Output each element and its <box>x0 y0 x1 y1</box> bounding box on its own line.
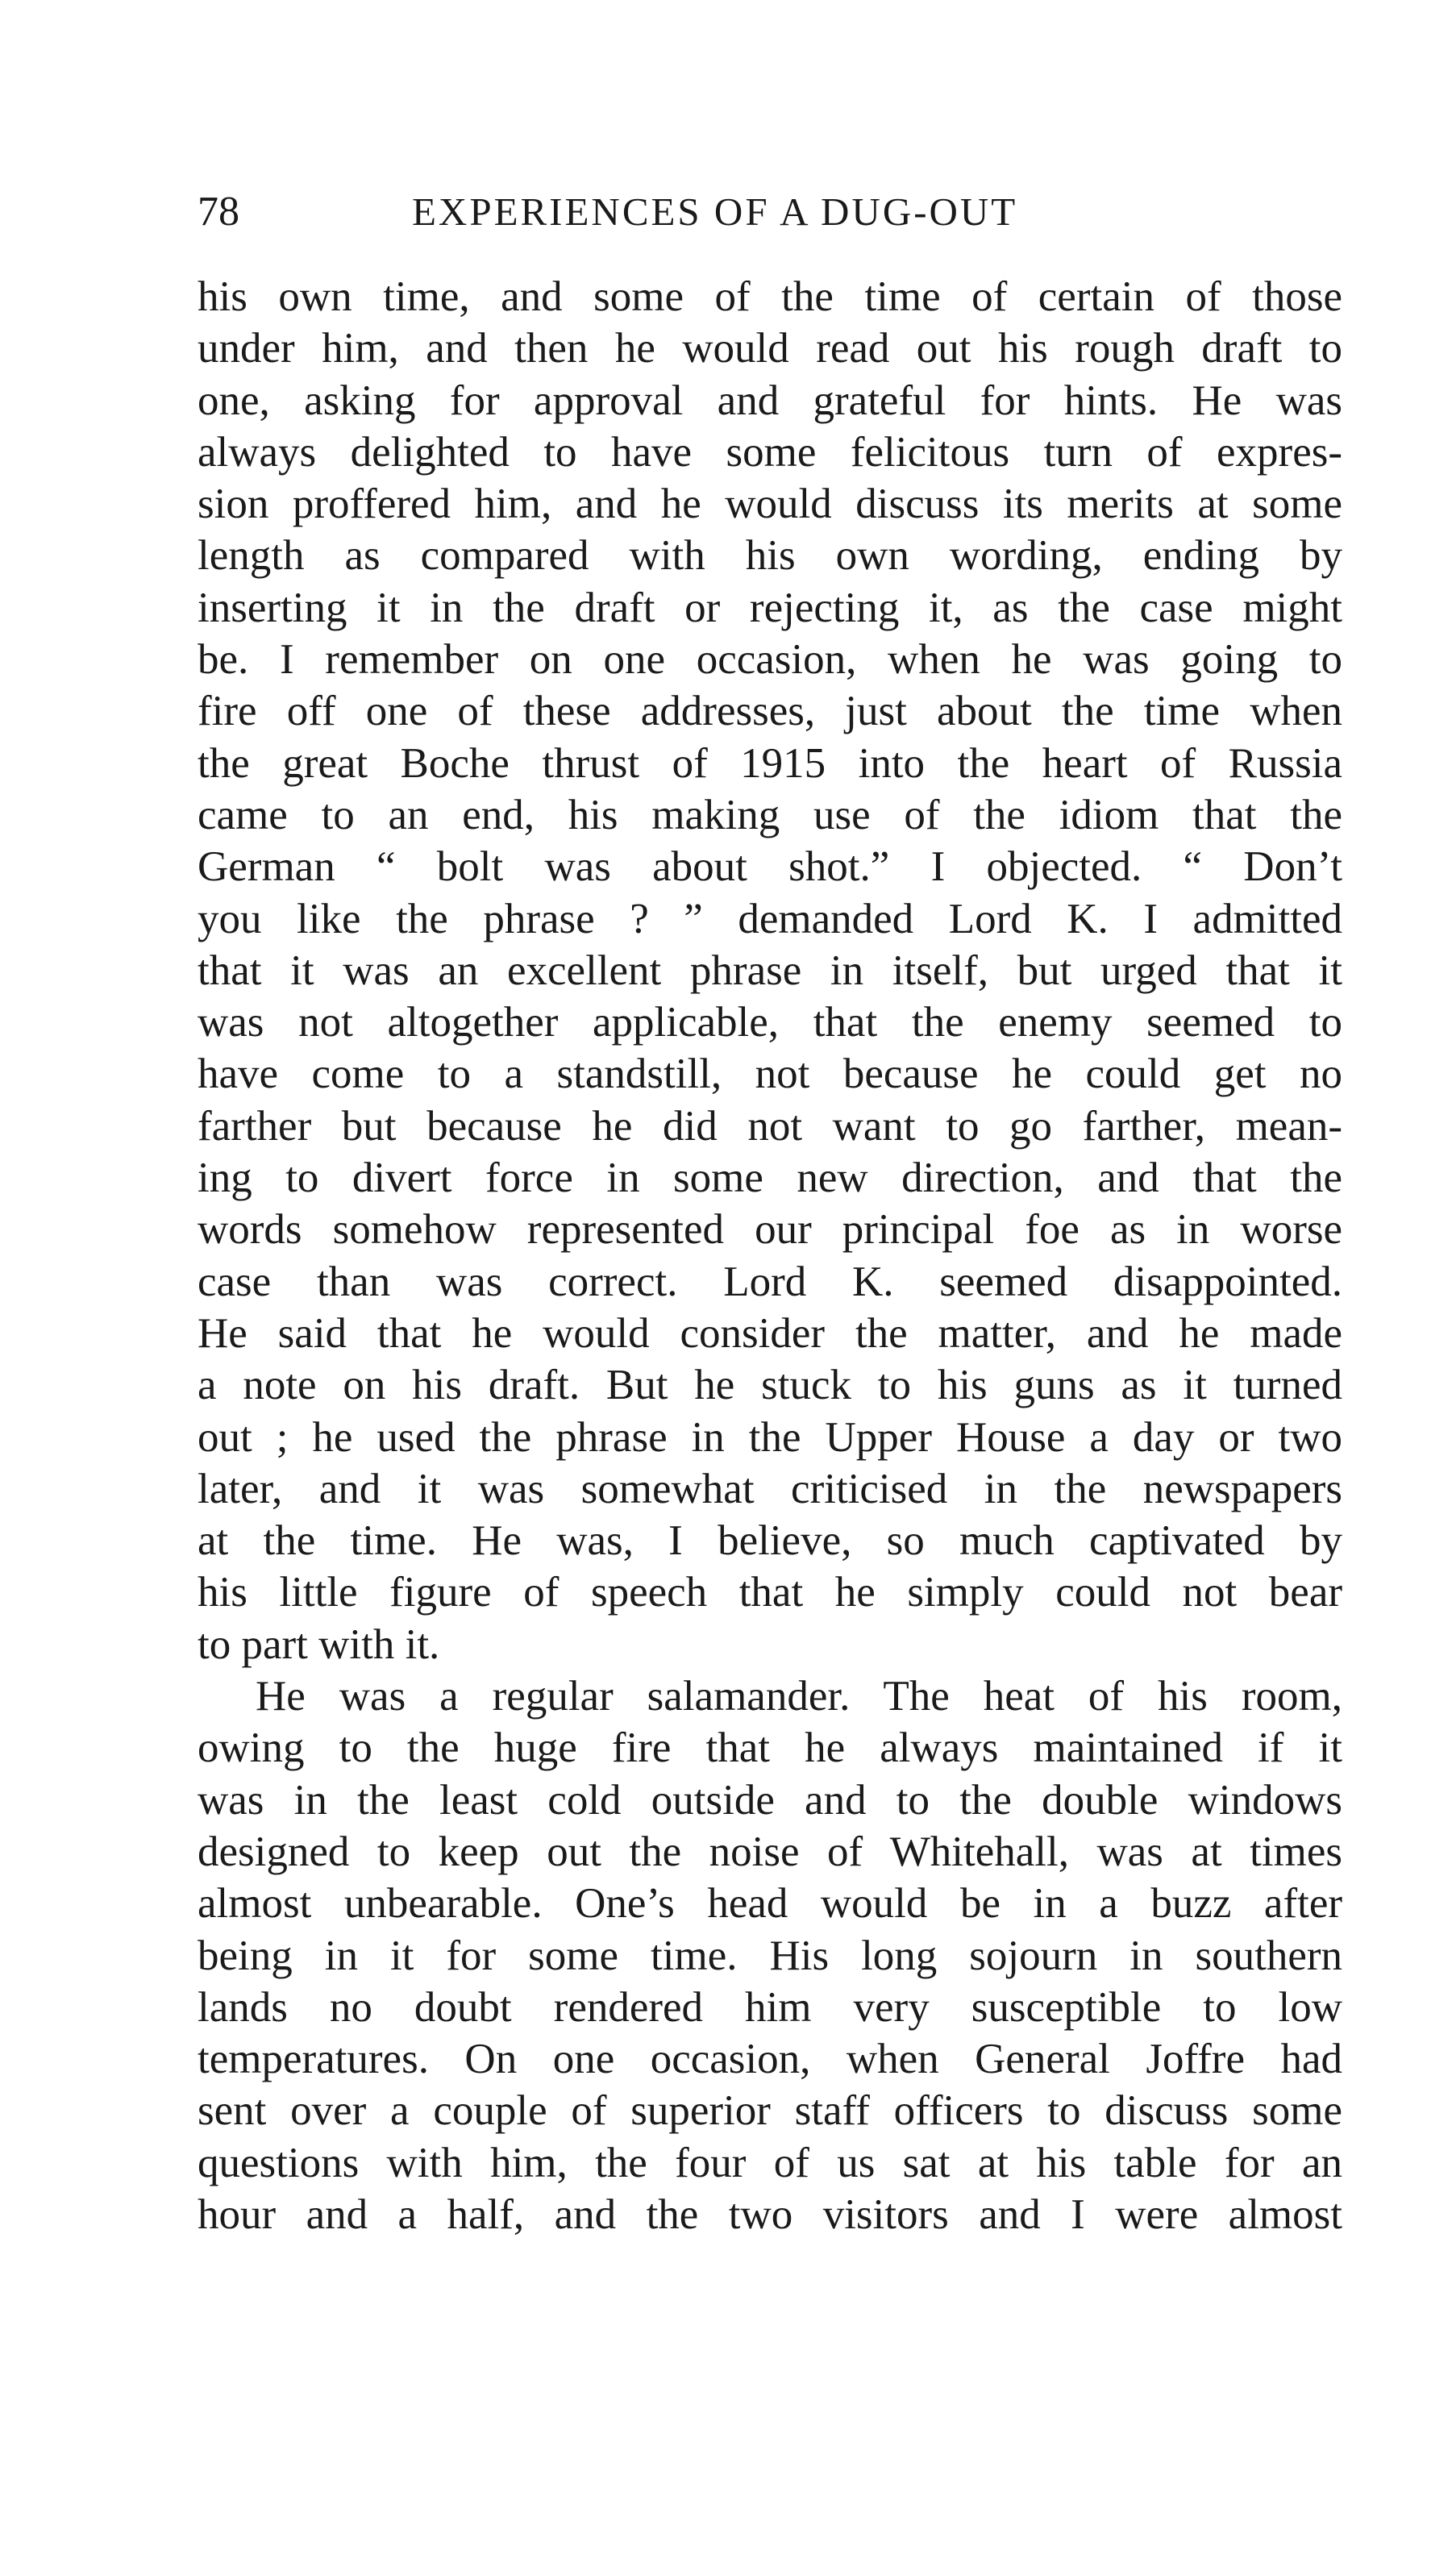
paragraph-start-line: He was a regular salamander. The heat of his room, <box>256 1673 1342 1720</box>
text-line: German “ bolt was about shot.” I objected. “ Don’t <box>198 843 1342 891</box>
text-line: you like the phrase ? ” demanded Lord K. I admitted <box>198 895 1342 942</box>
text-line: be. I remember on one occasion, when he was going to <box>198 636 1342 684</box>
text-line: his little figure of speech that he simply could not bear <box>198 1569 1342 1616</box>
text-line: have come to a standstill, not because he could get no <box>198 1050 1342 1098</box>
text-line: being in it for some time. His long sojourn in southern <box>198 1932 1342 1979</box>
text-line: at the time. He was, I believe, so much captivated by <box>198 1517 1342 1565</box>
running-title: EXPERIENCES OF A DUG-OUT <box>412 189 1018 234</box>
text-line: the great Boche thrust of 1915 into the heart of Russia <box>198 739 1342 787</box>
text-line: was in the least cold outside and to the double windows <box>198 1776 1342 1824</box>
text-line: owing to the huge fire that he always maintained if it <box>198 1724 1342 1772</box>
text-line: a note on his draft. But he stuck to his guns as it turned <box>198 1362 1342 1409</box>
text-line: was not altogether applicable, that the enemy seemed to <box>198 999 1342 1046</box>
text-line: questions with him, the four of us sat at his table for an <box>198 2139 1342 2186</box>
text-line: temperatures. On one occasion, when General Joffre had <box>198 2036 1342 2083</box>
text-line: hour and a half, and the two visitors and I were almost <box>198 2190 1342 2238</box>
text-line: ing to divert force in some new direction, and that the <box>198 1154 1342 1202</box>
text-line: came to an end, his making use of the idiom that the <box>198 791 1342 838</box>
page-number: 78 <box>198 189 239 235</box>
text-line: always delighted to have some felicitous turn of expres- <box>198 428 1342 476</box>
text-line: designed to keep out the noise of Whitehall, was at times <box>198 1828 1342 1875</box>
text-line: inserting it in the draft or rejecting it, as the case might <box>198 584 1342 631</box>
text-line: He said that he would consider the matter, and he made <box>198 1309 1342 1357</box>
body-text <box>198 271 1342 2240</box>
text-line: sion proffered him, and he would discuss its merits at some <box>198 480 1342 528</box>
text-line: case than was correct. Lord K. seemed disappointed. <box>198 1258 1342 1305</box>
text-line: later, and it was somewhat criticised in the newspapers <box>198 1465 1342 1512</box>
text-line: lands no doubt rendered him very susceptible to low <box>198 1983 1342 2031</box>
text-line: his own time, and some of the time of certain of those <box>198 273 1342 320</box>
text-line: under him, and then he would read out his rough draft to <box>198 325 1342 372</box>
text-line: farther but because he did not want to go farther, mean- <box>198 1102 1342 1150</box>
text-line: fire off one of these addresses, just about the time when <box>198 688 1342 735</box>
text-line: length as compared with his own wording, ending by <box>198 532 1342 580</box>
running-head <box>198 184 1338 240</box>
text-line: out ; he used the phrase in the Upper House a day or two <box>198 1413 1342 1461</box>
text-line: one, asking for approval and grateful for hints. He was <box>198 376 1342 424</box>
paragraph-end-line: to part with it. <box>198 1620 440 1668</box>
text-line: sent over a couple of superior staff officers to discuss some <box>198 2087 1342 2135</box>
text-line: almost unbearable. One’s head would be in a buzz after <box>198 1880 1342 1928</box>
text-line: that it was an excellent phrase in itself, but urged that it <box>198 946 1342 994</box>
text-line: words somehow represented our principal foe as in worse <box>198 1206 1342 1254</box>
